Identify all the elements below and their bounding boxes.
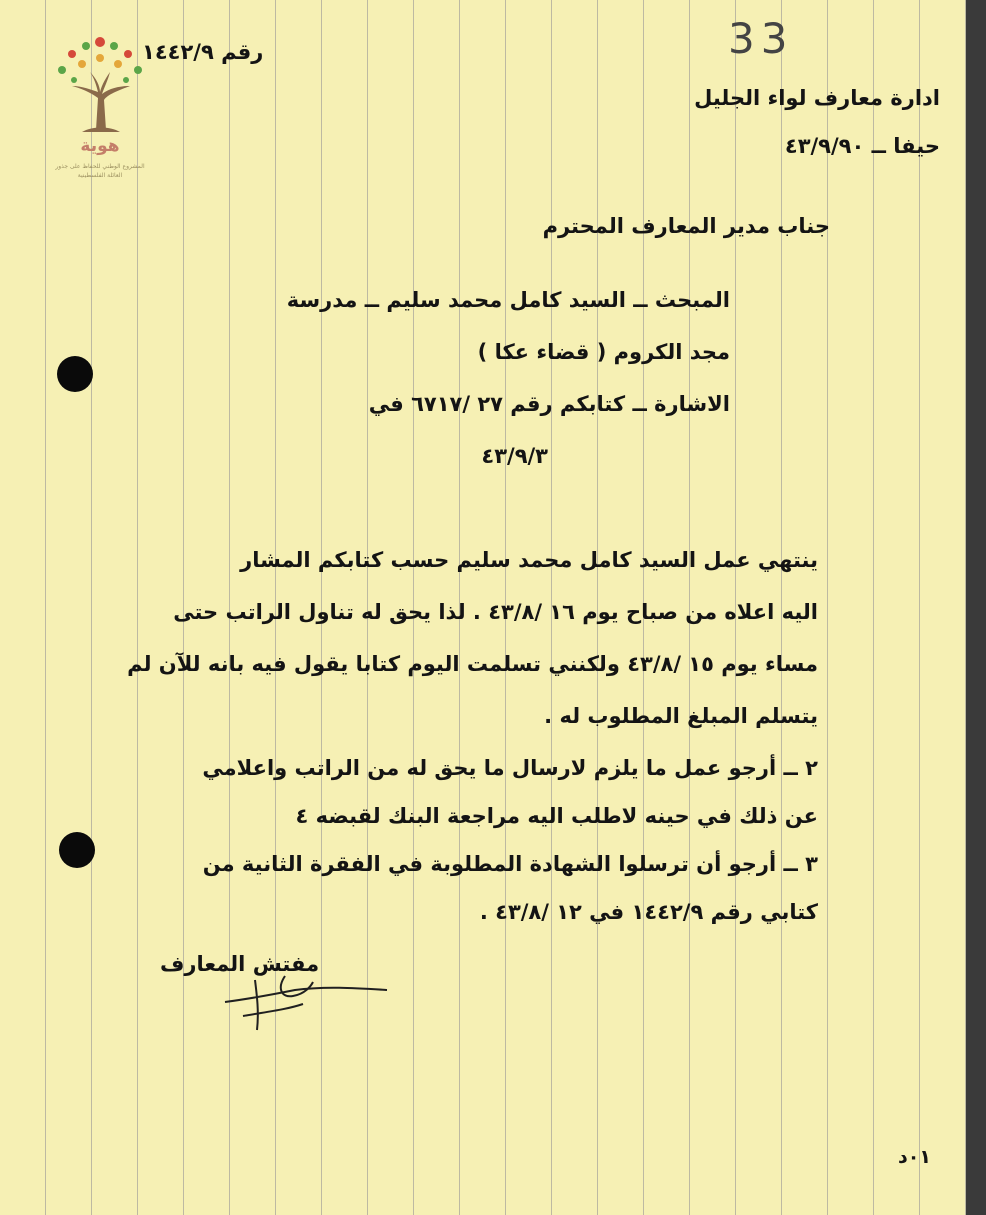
body-line: مساء يوم ١٥ /٤٣/٨ ولكنني تسلمت اليوم كتابا يقول فيه بانه للآن لم [127,652,818,676]
footer-code: ٠١د [898,1146,931,1168]
place-date: حيفا ــ ٤٣/٩/٩٠ [784,134,940,158]
item-3-line: ٣ ــ أرجو أن ترسلوا الشهادة المطلوبة في الفقرة الثانية من [202,852,818,876]
subject-school: مجد الكروم ( قضاء عكا ) [477,340,730,364]
logo-tagline: المشروع الوطني للحفاظ على جذور العائلة الفلسطينية [55,163,145,179]
reference-number: رقم ١٤٤٢/٩ [142,40,264,64]
item-2-line: عن ذلك في حينه لاطلب اليه مراجعة البنك لقبضه ٤ [295,804,818,828]
addressee: جناب مدير المعارف المحترم [542,214,830,238]
subject-line: المبحث ــ السيد كامل محمد سليم ــ مدرسة [286,288,730,312]
handwritten-signature [215,968,390,1038]
logo [52,34,148,204]
punch-hole [59,832,95,868]
page-number: 33 [728,14,794,63]
item-2-line: ٢ ــ أرجو عمل ما يلزم لارسال ما يحق له من الراتب واعلامي [202,756,818,780]
department-name: ادارة معارف لواء الجليل [694,86,940,110]
body-line: اليه اعلاه من صباح يوم ١٦ /٤٣/٨ . لذا يحق له تناول الراتب حتى [173,600,818,624]
logo-name: هوية [80,136,120,156]
reference-date: ٤٣/٩/٣ [481,444,548,468]
signatory-title: مفتش المعارف [160,952,320,976]
item-3-line: كتابي رقم ١٤٤٢/٩ في ١٢ /٤٣/٨ . [479,900,818,924]
page-edge [966,0,986,1215]
body-line: ينتهي عمل السيد كامل محمد سليم حسب كتابكم المشار [240,548,818,572]
reference-line: الاشارة ــ كتابكم رقم ٢٧ /٦٧١٧ في [368,392,730,416]
tree-logo-icon [52,34,148,134]
punch-hole [57,356,93,392]
body-line: يتسلم المبلغ المطلوب له . [544,704,818,728]
